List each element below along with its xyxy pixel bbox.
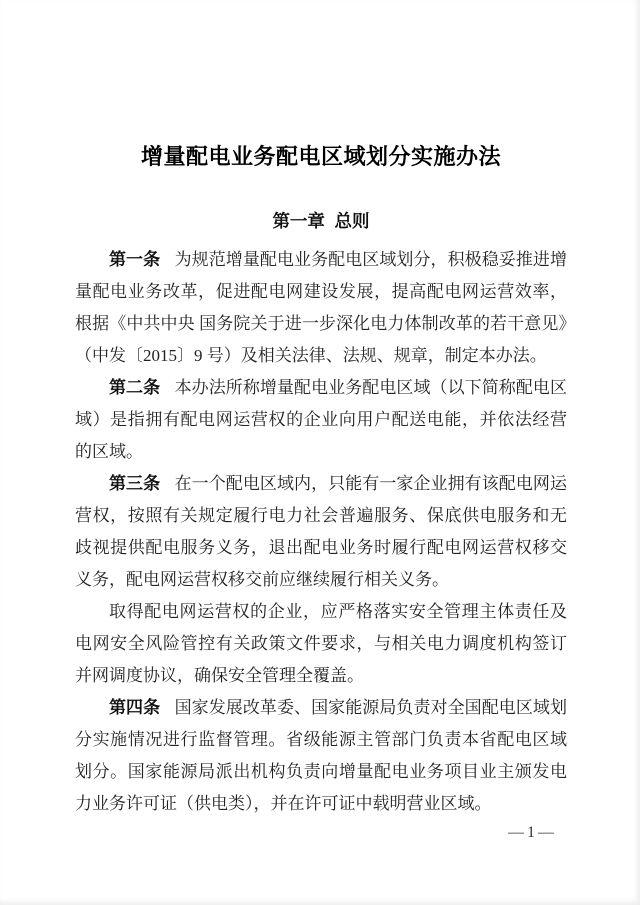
clause-text: 在一个配电区域内，只能有一家企业拥有该配电网运营权，按照有关规定履行电力社会普遍服务、保底供电服务和无歧视提供配电服务义务，退出配电业务时履行配电网运营权移交义务，配电网运营权移交前应继续履行相关义务。 xyxy=(75,474,567,589)
clause-label: 第一条 xyxy=(109,250,161,269)
clause-text: 国家发展改革委、国家能源局负责对全国配电区域划分实施情况进行监督管理。省级能源主管部门负责本省配电区域划分。国家能源局派出机构负责向增量配电业务项目业主颁发电力业务许可证（供电类），并在许可证中载明营业区域。 xyxy=(75,698,567,813)
document-title: 增量配电业务配电区域划分实施办法 xyxy=(140,144,501,169)
clause-paragraph xyxy=(75,244,567,372)
clause-paragraph xyxy=(75,692,567,820)
clause-label: 第三条 xyxy=(109,474,161,493)
clause-text: 取得配电网运营权的企业，应严格落实安全管理主体责任及电网安全风险管控有关政策文件要求，与相关电力调度机构签订并网调度协议，确保安全管理全覆盖。 xyxy=(75,602,567,685)
clause-text: 本办法所称增量配电业务配电区域（以下简称配电区域）是指拥有配电网运营权的企业向用户配送电能，并依法经营的区域。 xyxy=(75,378,567,461)
continuation-paragraph xyxy=(75,596,567,692)
clause-paragraph xyxy=(75,372,567,468)
clause-label: 第四条 xyxy=(109,698,161,717)
chapter-heading: 第一章 总则 xyxy=(272,211,370,231)
clause-label: 第二条 xyxy=(109,378,161,397)
clause-paragraph xyxy=(75,468,567,596)
document-body xyxy=(75,244,567,820)
page-number: —1— xyxy=(508,824,557,841)
clause-text: 为规范增量配电业务配电区域划分，积极稳妥推进增量配电业务改革，促进配电网建设发展，提高配电网运营效率，根据《中共中央 国务院关于进一步深化电力体制改革的若干意见》（中发〔2015〕9 号）及相关法律、法规、规章，制定本办法。 xyxy=(75,250,567,365)
